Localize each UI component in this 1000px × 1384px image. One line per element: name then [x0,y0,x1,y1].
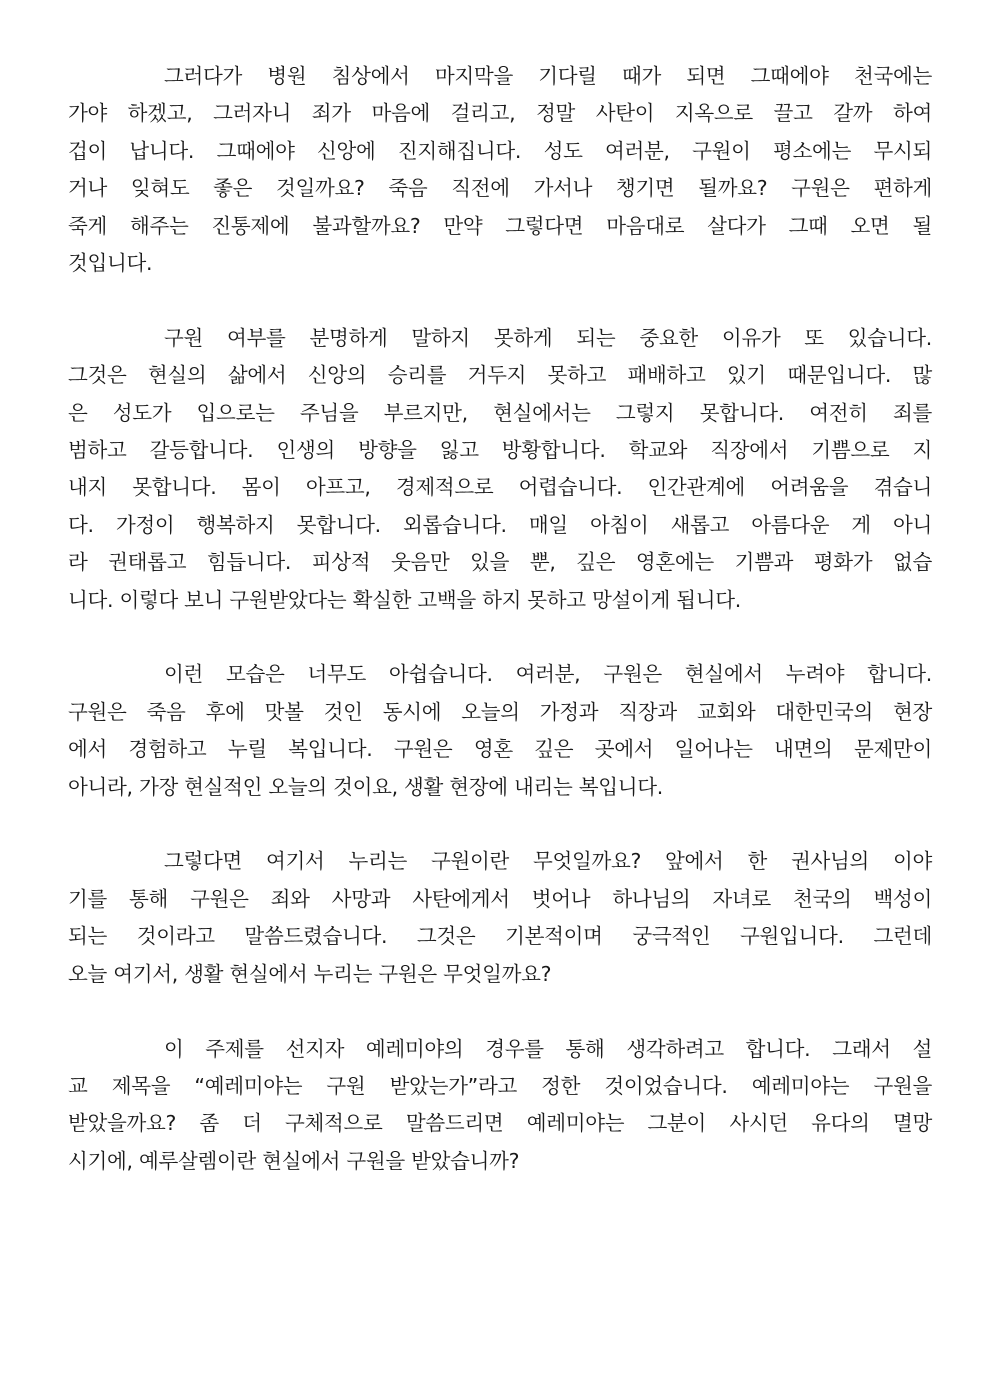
text-line: 이 주제를 선지자 예레미야의 경우를 통해 생각하려고 합니다. 그래서 설 [164,1036,932,1061]
text-line: 되는 것이라고 말씀드렸습니다. 그것은 기본적이며 궁극적인 구원입니다. 그런데 [68,924,932,949]
text-line: 구원은 죽음 후에 맛볼 것인 동시에 오늘의 가정과 직장과 교회와 대한민국의 현장 [68,699,932,724]
text-line: 오늘 여기서, 생활 현실에서 누리는 구원은 무엇일까요? [68,961,552,986]
paragraph-3 [68,656,932,806]
text-line: 죽게 해주는 진통제에 불과할까요? 만약 그렇다면 마음대로 살다가 그때 오면 될 [68,213,932,238]
paragraph-1 [68,58,932,282]
text-line: 구원 여부를 분명하게 말하지 못하게 되는 중요한 이유가 또 있습니다. [164,325,932,350]
text-line: 겁이 납니다. 그때에야 신앙에 진지해집니다. 성도 여러분, 구원이 평소에는 무시되 [68,138,932,163]
text-line: 그렇다면 여기서 누리는 구원이란 무엇일까요? 앞에서 한 권사님의 이야 [164,849,932,874]
text-line: 시기에, 예루살렘이란 현실에서 구원을 받았습니까? [68,1148,520,1173]
text-line: 그것은 현실의 삶에서 신앙의 승리를 거두지 못하고 패배하고 있기 때문입니다. 많 [68,363,932,388]
paragraph-5 [68,1031,932,1181]
text-line: 내지 못합니다. 몸이 아프고, 경제적으로 어렵습니다. 인간관계에 어려움을 겪습니 [68,475,932,500]
text-line: 교 제목을 “예레미야는 구원 받았는가”라고 정한 것이었습니다. 예레미야는 구원을 [68,1073,932,1098]
text-line: 받았을까요? 좀 더 구체적으로 말씀드리면 예레미야는 그분이 사시던 유다의 멸망 [68,1111,932,1136]
text-line: 라 권태롭고 힘듭니다. 피상적 웃음만 있을 뿐, 깊은 영혼에는 기쁨과 평화가 없습 [68,550,932,575]
text-line: 기를 통해 구원은 죄와 사망과 사탄에게서 벗어나 하나님의 자녀로 천국의 백성이 [68,886,932,911]
text-line: 은 성도가 입으로는 주님을 부르지만, 현실에서는 그렇지 못합니다. 여전히 죄를 [68,400,932,425]
text-line: 다. 가정이 행복하지 못합니다. 외롭습니다. 매일 아침이 새롭고 아름다운 게 아니 [68,512,932,537]
text-line: 것입니다. [68,251,153,276]
text-line: 니다. 이렇다 보니 구원받았다는 확실한 고백을 하지 못하고 망설이게 됩니다. [68,587,741,612]
text-line: 에서 경험하고 누릴 복입니다. 구원은 영혼 깊은 곳에서 일어나는 내면의 문제만이 [68,737,932,762]
paragraph-4 [68,843,932,993]
document-page [68,58,932,1218]
text-line: 이런 모습은 너무도 아쉽습니다. 여러분, 구원은 현실에서 누려야 합니다. [164,662,932,687]
text-line: 그러다가 병원 침상에서 마지막을 기다릴 때가 되면 그때에야 천국에는 [164,64,932,88]
text-line: 거나 잊혀도 좋은 것일까요? 죽음 직전에 가서나 챙기면 될까요? 구원은 편하게 [68,176,932,201]
text-line: 가야 하겠고, 그러자니 죄가 마음에 걸리고, 정말 사탄이 지옥으로 끌고 갈까 하여 [68,101,932,126]
text-line: 범하고 갈등합니다. 인생의 방향을 잃고 방황합니다. 학교와 직장에서 기쁨으로 지 [68,438,932,463]
paragraph-2 [68,320,932,619]
text-line: 아니라, 가장 현실적인 오늘의 것이요, 생활 현장에 내리는 복입니다. [68,774,663,799]
